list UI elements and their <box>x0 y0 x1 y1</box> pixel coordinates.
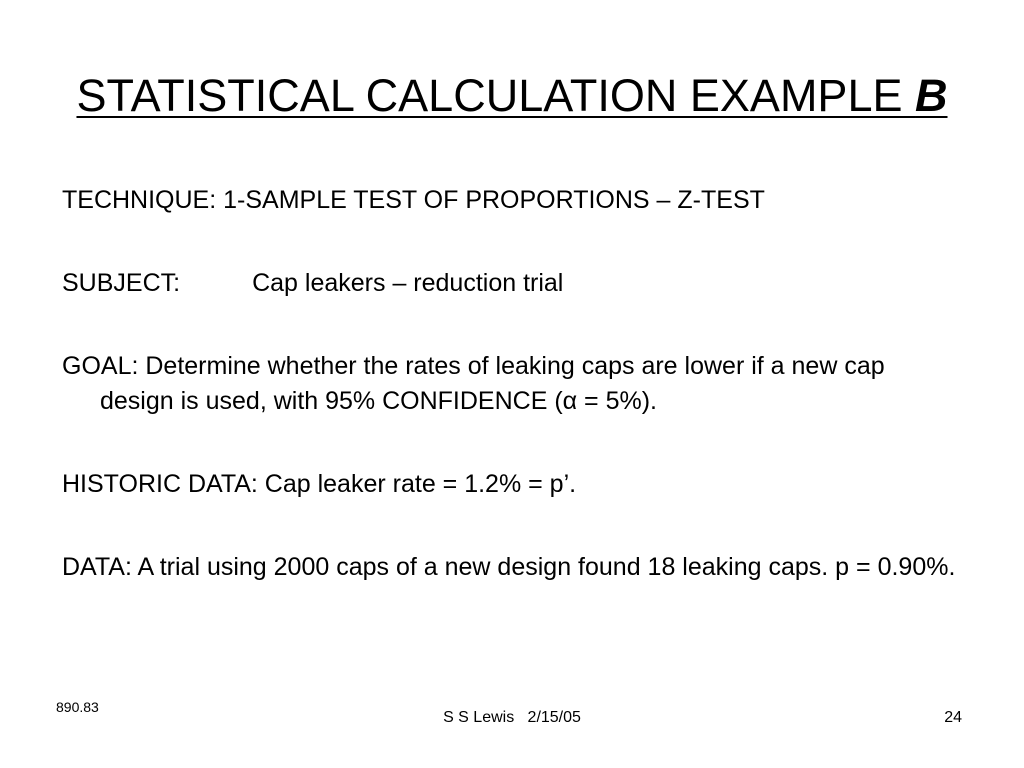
subject-line <box>62 266 962 301</box>
footer-page-number: 24 <box>944 709 962 726</box>
goal-paragraph: GOAL: Determine whether the rates of leaking caps are lower if a new cap design is used, with 95% CONFIDENCE (α = 5%). <box>62 352 885 415</box>
technique-line: TECHNIQUE: 1-SAMPLE TEST OF PROPORTIONS – Z-TEST <box>62 186 765 214</box>
footer-course-code: 890.83 <box>56 699 99 715</box>
slide-title-text <box>76 70 947 121</box>
data-paragraph: DATA: A trial using 2000 caps of a new design found 18 leaking caps. p = 0.90%. <box>62 553 956 581</box>
slide-title <box>0 66 1024 126</box>
slide-title-main: STATISTICAL CALCULATION EXAMPLE <box>76 70 903 121</box>
footer-author-date: S S Lewis 2/15/05 <box>443 709 581 726</box>
subject-label: SUBJECT: <box>62 269 181 297</box>
slide-body <box>62 183 962 633</box>
slide-title-suffix: B <box>915 70 948 121</box>
historic-data-line: HISTORIC DATA: Cap leaker rate = 1.2% = p’. <box>62 470 577 498</box>
subject-value: Cap leakers – reduction trial <box>252 269 564 297</box>
